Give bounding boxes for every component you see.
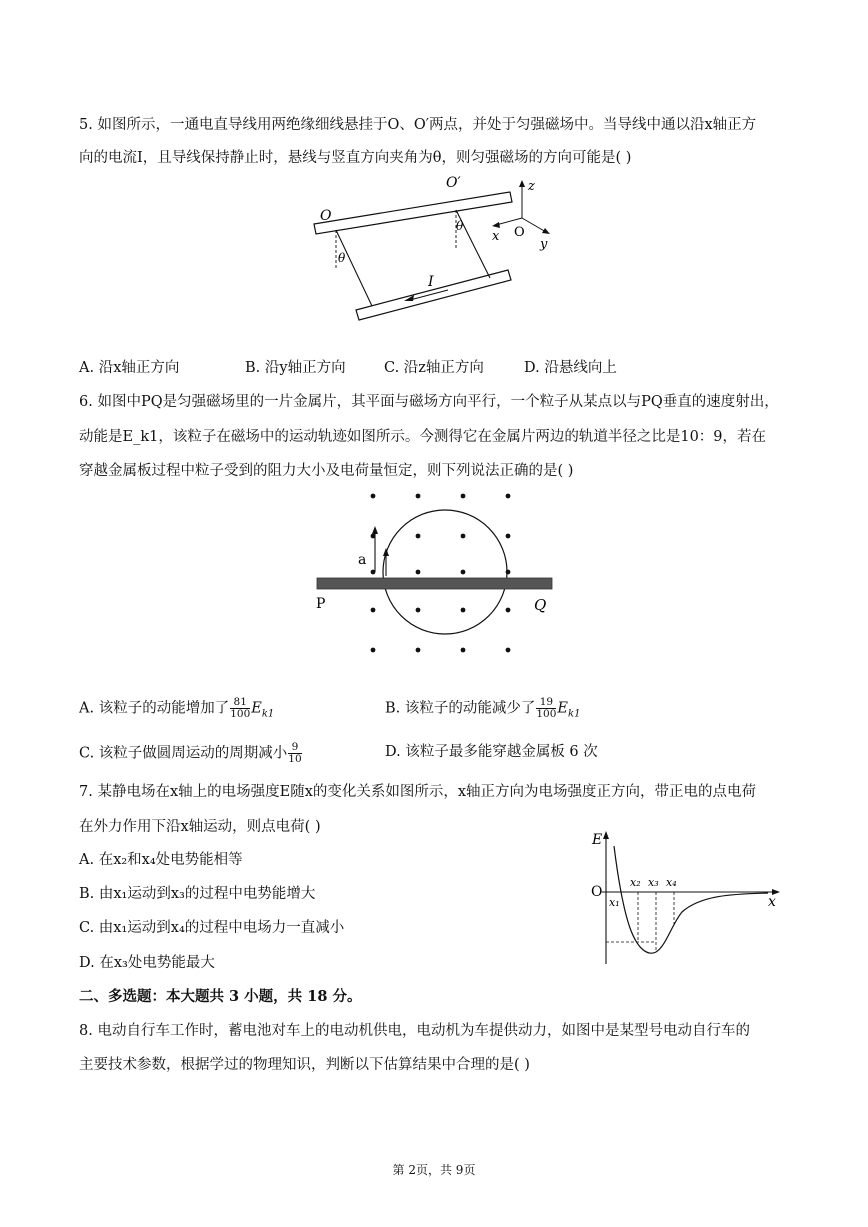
q6-option-a-sub: k1 (261, 708, 275, 720)
section-heading: 二、多选题：本大题共 3 小题，共 18 分。 (79, 988, 362, 1005)
q5-label-current: I (428, 274, 434, 290)
q6-option-c-fraction (288, 742, 301, 765)
q7-label-x1: x₁ (609, 896, 620, 909)
q6-text-line3: 穿越金属板过程中粒子受到的阻力大小及电荷量恒定，则下列说法正确的是( ) (79, 463, 574, 479)
q6-option-b-sub: k1 (568, 708, 581, 720)
q5-text-line1: 5. 如图所示，一通电直导线用两绝缘细线悬挂于O、O′两点，并处于匀强磁场中。当导线中通以沿x轴正方 (79, 117, 757, 133)
q7-label-E: E (592, 832, 603, 848)
q7-text-line1: 7. 某静电场在x轴上的电场强度E随x的变化关系如图所示，x轴正方向为电场强度正方向，带正电的点电荷 (79, 784, 757, 800)
q7-label-x3: x₃ (648, 876, 659, 889)
q5-option-d: D. 沿悬线向上 (524, 360, 617, 376)
q5-option-c: C. 沿z轴正方向 (384, 360, 484, 376)
q6-field-dots (371, 494, 511, 653)
q6-option-b-prefix: B. 该粒子的动能减少了 (385, 700, 536, 717)
q5-option-a: A. 沿x轴正方向 (79, 360, 180, 376)
q6-option-a (79, 697, 274, 724)
q7-option-c: C. 由x₁运动到x₄的过程中电场力一直减小 (79, 920, 345, 936)
q7-option-d: D. 在x₃处电势能最大 (79, 955, 215, 971)
q6-label-P: P (316, 596, 326, 612)
q6-option-d: D. 该粒子最多能穿越金属板 6 次 (385, 744, 598, 760)
q7-label-x2: x₂ (630, 876, 641, 889)
q5-label-theta-left: θ (338, 251, 346, 265)
q5-axis-z: z (528, 179, 535, 194)
q8-text-line1: 8. 电动自行车工作时，蓄电池对车上的电动机供电，电动机为车提供动力，如图中是某型号电动自行车的 (79, 1023, 750, 1039)
q7-label-x: x (768, 894, 776, 910)
q6-figure (300, 480, 570, 670)
q6-option-c-num: 9 (291, 741, 299, 753)
q7-option-a: A. 在x₂和x₄处电势能相等 (79, 852, 243, 868)
q5-label-theta-right: θ (456, 219, 464, 233)
q6-option-b-num: 19 (539, 696, 554, 708)
q6-option-b-den: 100 (536, 708, 557, 720)
q7-option-b: B. 由x₁运动到x₃的过程中电势能增大 (79, 886, 316, 902)
q8-text-line2: 主要技术参数，根据学过的物理知识，判断以下估算结果中合理的是( ) (79, 1057, 530, 1073)
q6-text-line1: 6. 如图中PQ是匀强磁场里的一片金属片，其平面与磁场方向平行，一个粒子从某点以与PQ垂直的速度射出， (79, 394, 779, 410)
q6-option-b-e: E (557, 700, 569, 717)
q5-option-b: B. 沿y轴正方向 (245, 360, 346, 376)
q5-axis-origin: O (514, 225, 525, 240)
q6-option-a-den: 100 (230, 708, 251, 720)
q7-label-x4: x₄ (666, 876, 677, 889)
q5-axis-y: y (540, 237, 548, 252)
q6-option-b-fraction (536, 697, 556, 720)
q6-option-b (385, 697, 580, 724)
q6-option-a-e: E (251, 700, 262, 717)
q6-text-line2: 动能是E_k1，该粒子在磁场中的运动轨迹如图所示。今测得它在金属片两边的轨道半径之比是10：9，若在 (79, 429, 767, 445)
q6-option-c-den: 10 (288, 753, 302, 765)
page-footer: 第 2页，共 9页 (392, 1163, 476, 1177)
q5-axis-x: x (492, 229, 500, 244)
q6-option-a-fraction (230, 697, 250, 720)
q5-figure (300, 170, 580, 330)
q7-label-O: O (591, 884, 603, 900)
q6-option-c-prefix: C. 该粒子做圆周运动的周期减小 (79, 745, 288, 762)
q7-text-line2: 在外力作用下沿x轴运动，则点电荷( ) (79, 819, 321, 835)
q5-text-line2: 向的电流I，且导线保持静止时，悬线与竖直方向夹角为θ，则匀强磁场的方向可能是( ) (79, 150, 632, 166)
q5-label-O-prime: O′ (446, 175, 461, 191)
q6-label-a: a (358, 552, 367, 568)
q6-option-a-prefix: A. 该粒子的动能增加了 (79, 700, 230, 717)
q7-figure (588, 828, 788, 968)
q6-option-c (79, 742, 303, 765)
q6-label-Q: Q (534, 596, 547, 614)
q5-label-O: O (320, 208, 332, 224)
q6-option-a-num: 81 (233, 696, 247, 708)
